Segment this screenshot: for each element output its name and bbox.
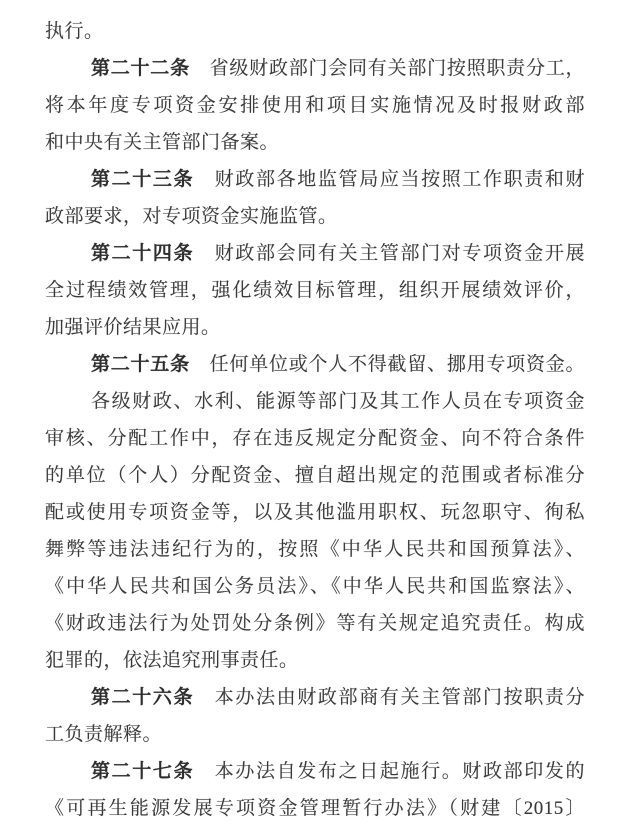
article-number: 第二十二条 [91, 58, 190, 79]
article-22-first-line [45, 50, 585, 87]
line-text: 财政部会同有关主管部门对专项资金开展 [194, 243, 585, 264]
text-line [45, 198, 585, 235]
text-line [45, 124, 585, 161]
text-line [45, 272, 585, 309]
line-text: 《可再生能源发展专项资金管理暂行办法》（财建〔2015〕 [45, 798, 585, 819]
text-line [45, 383, 585, 420]
text-line [45, 790, 585, 827]
article-26-first-line [45, 679, 585, 716]
document-text-block [45, 13, 585, 827]
article-25-first-line [45, 346, 585, 383]
line-text: 《中华人民共和国公务员法》、《中华人民共和国监察法》、 [45, 576, 585, 597]
text-line [45, 309, 585, 346]
line-text: 工负责解释。 [45, 724, 163, 745]
article-27-first-line [45, 753, 585, 790]
line-text: 配或使用专项资金等，以及其他滥用职权、玩忽职守、徇私 [45, 502, 585, 523]
article-23-first-line [45, 161, 585, 198]
text-line [45, 531, 585, 568]
line-text: 舞弊等违法违纪行为的，按照《中华人民共和国预算法》、 [45, 539, 585, 560]
article-24-first-line [45, 235, 585, 272]
article-number: 第二十七条 [91, 761, 195, 782]
article-number: 第二十三条 [91, 169, 195, 190]
line-text: 犯罪的，依法追究刑事责任。 [45, 650, 299, 671]
line-text: 加强评价结果应用。 [45, 317, 221, 338]
text-line [45, 605, 585, 642]
text-line [45, 568, 585, 605]
line-text: 执行。 [45, 21, 104, 42]
line-text: 任何单位或个人不得截留、挪用专项资金。 [189, 354, 585, 375]
line-text: 省级财政部门会同有关部门按照职责分工， [189, 58, 585, 79]
line-text: 本办法自发布之日起施行。财政部印发的 [194, 761, 585, 782]
line-text: 和中央有关主管部门备案。 [45, 132, 280, 153]
line-text: 全过程绩效管理，强化绩效目标管理，组织开展绩效评价， [45, 280, 585, 301]
text-line [45, 13, 585, 50]
line-text: 各级财政、水利、能源等部门及其工作人员在专项资金 [91, 391, 585, 412]
line-text: 财政部各地监管局应当按照工作职责和财 [194, 169, 585, 190]
text-line [45, 642, 585, 679]
text-line [45, 457, 585, 494]
line-text: 将本年度专项资金安排使用和项目实施情况及时报财政部 [45, 95, 585, 116]
line-text: 本办法由财政部商有关主管部门按职责分 [194, 687, 585, 708]
text-line [45, 494, 585, 531]
text-line [45, 716, 585, 753]
line-text: 政部要求，对专项资金实施监管。 [45, 206, 338, 227]
text-line [45, 87, 585, 124]
article-number: 第二十六条 [91, 687, 195, 708]
line-text: 的单位（个人）分配资金、擅自超出规定的范围或者标准分 [45, 465, 585, 486]
article-number: 第二十五条 [91, 354, 190, 375]
line-text: 审核、分配工作中，存在违反规定分配资金、向不符合条件 [45, 428, 585, 449]
line-text: 《财政违法行为处罚处分条例》等有关规定追究责任。构成 [45, 613, 585, 634]
text-line [45, 420, 585, 457]
article-number: 第二十四条 [91, 243, 195, 264]
